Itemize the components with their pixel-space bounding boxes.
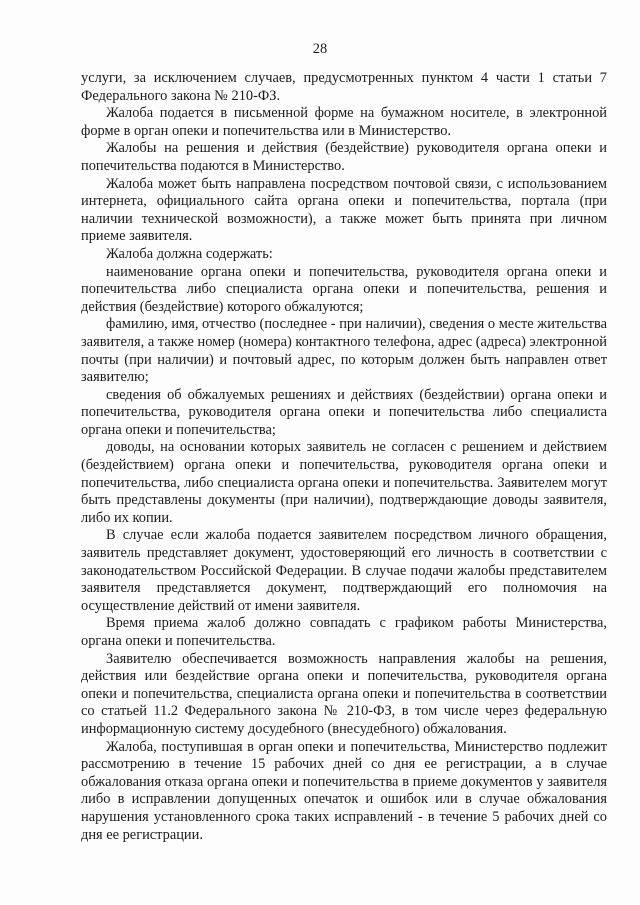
paragraph-complaint-head: Жалобы на решения и действия (бездействие) руководителя органа опеки и попечительства подаются в Министерство. (81, 140, 607, 174)
paragraph-item-applicant-info: фамилию, имя, отчество (последнее - при наличии), сведения о месте жительства заявителя, а также номер (номера) контактного телефона, адрес (адреса) электронной почты (при наличии) и почтовый адрес, по которым должен быть направлен ответ заявителю; (81, 316, 607, 386)
paragraph-personal-appeal: В случае если жалоба подается заявителем посредством личного обращения, заявитель представляет документ, удостоверяющий его личность в соответствии с законодательством Российской Федерации. В случае подачи жалобы представителем заявителя представляется документ, подтверждающий его полномочия на осуществление действий от имени заявителя. (81, 527, 607, 614)
paragraph-reception-time: Время приема жалоб должно совпадать с графиком работы Министерства, органа опеки и попечительства. (81, 615, 607, 649)
paragraph-federal-system: Заявителю обеспечивается возможность направления жалобы на решения, действия или бездействие органа опеки и попечительства, руководителя органа опеки и попечительства, специалиста органа опеки и попечительства в соответствии со статьей 11.2 Федерального закона № 210-ФЗ, в том числе через федеральную информационную систему досудебного (внесудебного) обжалования. (81, 650, 607, 737)
paragraph-review-period: Жалоба, поступившая в орган опеки и попечительства, Министерство подлежит рассмотрению в течение 15 рабочих дней со дня ее регистрации, а в случае обжалования отказа органа опеки и попечительства в приеме документов у заявителя либо в исправлении допущенных опечаток и ошибок или в случае обжалования нарушения установленного срока таких исправлений - в течение 5 рабочих дней со дня ее регистрации. (81, 738, 607, 843)
page-number: 28 (312, 41, 328, 57)
paragraph-complaint-contents: Жалоба должна содержать: (106, 245, 273, 262)
paragraph-item-arguments: доводы, на основании которых заявитель не согласен с решением и действием (бездействием) органа опеки и попечительства, руководителя органа опеки и попечительства, либо специалиста органа опеки и попечительства. Заявителем могут быть представлены документы (при наличии), подтверждающие доводы заявителя, либо их копии. (81, 439, 607, 526)
paragraph-item-decisions: сведения об обжалуемых решениях и действиях (бездействии) органа опеки и попечительства, руководителя органа опеки и попечительства либо специалиста органа опеки и попечительства; (81, 386, 607, 438)
paragraph-item-authority-name: наименование органа опеки и попечительства, руководителя органа опеки и попечительства либо специалиста органа опеки и попечительства, решения и действия (бездействие) которого обжалуются; (81, 263, 607, 315)
document-body (81, 70, 607, 844)
paragraph-continuation: услуги, за исключением случаев, предусмотренных пунктом 4 части 1 статьи 7 Федерального закона № 210-ФЗ. (81, 70, 607, 104)
paragraph-complaint-channels: Жалоба может быть направлена посредством почтовой связи, с использованием интернета, официального сайта органа опеки и попечительства, портала (при наличии технической возможности), а также может быть принята при личном приеме заявителя. (81, 175, 607, 245)
paragraph-complaint-form: Жалоба подается в письменной форме на бумажном носителе, в электронной форме в орган опеки и попечительства или в Министерство. (81, 105, 607, 139)
